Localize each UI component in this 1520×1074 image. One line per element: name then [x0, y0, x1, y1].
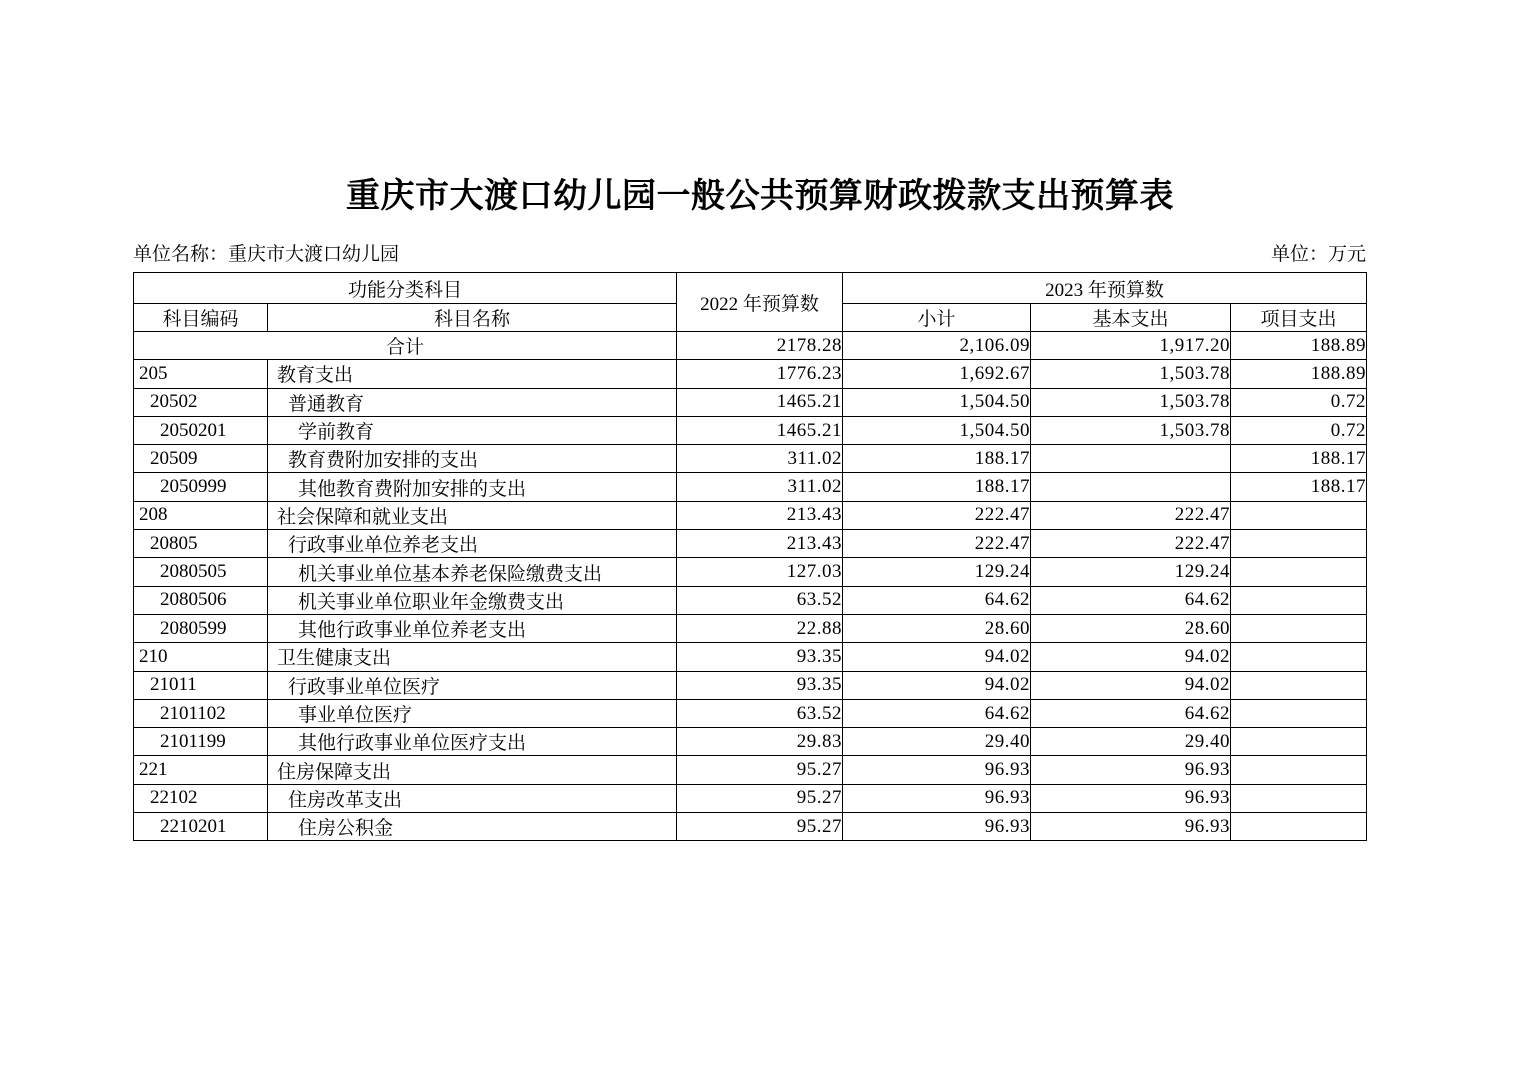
- budget-2023-basic-value: [1031, 445, 1231, 473]
- budget-row: [134, 614, 1367, 642]
- header-row-1: [134, 273, 1367, 304]
- subject-name: 其他行政事业单位医疗支出: [268, 728, 677, 756]
- budget-2023-subtotal-value: 64.62: [843, 699, 1031, 727]
- budget-2023-project-value: [1231, 699, 1367, 727]
- budget-2022-value: 311.02: [677, 445, 843, 473]
- budget-row: [134, 643, 1367, 671]
- budget-table: [133, 272, 1367, 841]
- subject-name: 其他教育费附加安排的支出: [268, 473, 677, 501]
- budget-2023-basic-value: 64.62: [1031, 699, 1231, 727]
- subject-code: 2101102: [134, 699, 268, 727]
- budget-2023-subtotal-value: 28.60: [843, 614, 1031, 642]
- budget-row: [134, 586, 1367, 614]
- budget-row: [134, 530, 1367, 558]
- budget-2023-basic-value: 28.60: [1031, 614, 1231, 642]
- budget-row: [134, 728, 1367, 756]
- subject-name: 行政事业单位医疗: [268, 671, 677, 699]
- budget-row: [134, 699, 1367, 727]
- budget-2023-project-value: 188.17: [1231, 445, 1367, 473]
- budget-2023-project-value: [1231, 501, 1367, 529]
- budget-2022-value: 22.88: [677, 614, 843, 642]
- budget-2023-subtotal-value: 188.17: [843, 473, 1031, 501]
- subject-name: 教育支出: [268, 360, 677, 388]
- budget-2023-basic-value: 129.24: [1031, 558, 1231, 586]
- budget-2023-basic-value: [1031, 473, 1231, 501]
- budget-row: [134, 813, 1367, 841]
- budget-2023-subtotal-value: 29.40: [843, 728, 1031, 756]
- header-subject-name: 科目名称: [268, 304, 677, 332]
- subject-code: 22102: [134, 784, 268, 812]
- budget-2022-value: 95.27: [677, 784, 843, 812]
- budget-2022-value: 1465.21: [677, 388, 843, 416]
- budget-row: [134, 388, 1367, 416]
- subject-name: 卫生健康支出: [268, 643, 677, 671]
- budget-2022-value: 1465.21: [677, 416, 843, 444]
- budget-2022-value: 1776.23: [677, 360, 843, 388]
- budget-2023-subtotal-value: 96.93: [843, 756, 1031, 784]
- budget-2023-subtotal-value: 64.62: [843, 586, 1031, 614]
- header-2023-budget: 2023 年预算数: [843, 273, 1367, 304]
- budget-2023-basic-value: 1,503.78: [1031, 388, 1231, 416]
- subject-code: 20509: [134, 445, 268, 473]
- subject-code: 20805: [134, 530, 268, 558]
- budget-2023-basic-value: 96.93: [1031, 784, 1231, 812]
- budget-2023-project-value: [1231, 530, 1367, 558]
- budget-2023-project-value: 0.72: [1231, 416, 1367, 444]
- budget-2023-basic-value: 1,503.78: [1031, 360, 1231, 388]
- subject-code: 2101199: [134, 728, 268, 756]
- subject-code: 21011: [134, 671, 268, 699]
- budget-2022-value: 93.35: [677, 643, 843, 671]
- budget-2023-basic-value: 1,503.78: [1031, 416, 1231, 444]
- subject-name: 事业单位医疗: [268, 699, 677, 727]
- subject-code: 2080599: [134, 614, 268, 642]
- budget-2023-project-value: [1231, 558, 1367, 586]
- subject-code: 2080506: [134, 586, 268, 614]
- subject-code: 208: [134, 501, 268, 529]
- budget-2023-basic-value: 94.02: [1031, 671, 1231, 699]
- budget-2022-value: 93.35: [677, 671, 843, 699]
- budget-2022-value: 95.27: [677, 813, 843, 841]
- subject-code: 2210201: [134, 813, 268, 841]
- budget-2023-project-value: [1231, 614, 1367, 642]
- budget-2023-subtotal-value: 1,504.50: [843, 416, 1031, 444]
- header-subject-code: 科目编码: [134, 304, 268, 332]
- subject-name: 住房改革支出: [268, 784, 677, 812]
- budget-2023-subtotal-value: 96.93: [843, 784, 1031, 812]
- total-label: 合计: [134, 332, 677, 360]
- budget-2022-value: 63.52: [677, 586, 843, 614]
- budget-2023-subtotal-value: 1,504.50: [843, 388, 1031, 416]
- header-subtotal: 小计: [843, 304, 1031, 332]
- budget-2023-subtotal-value: 129.24: [843, 558, 1031, 586]
- subject-name: 其他行政事业单位养老支出: [268, 614, 677, 642]
- subject-name: 行政事业单位养老支出: [268, 530, 677, 558]
- budget-2023-project-value: 188.17: [1231, 473, 1367, 501]
- budget-2022-value: 63.52: [677, 699, 843, 727]
- subject-name: 普通教育: [268, 388, 677, 416]
- budget-row: [134, 360, 1367, 388]
- budget-2023-project-value: [1231, 728, 1367, 756]
- budget-2023-project-value: [1231, 784, 1367, 812]
- page-title: 重庆市大渡口幼儿园一般公共预算财政拨款支出预算表: [346, 178, 1174, 215]
- budget-2022-value: 127.03: [677, 558, 843, 586]
- budget-2023-basic-value: 222.47: [1031, 501, 1231, 529]
- budget-2023-project-value: [1231, 586, 1367, 614]
- subject-name: 机关事业单位基本养老保险缴费支出: [268, 558, 677, 586]
- budget-2023-subtotal-value: 188.17: [843, 445, 1031, 473]
- subject-code: 221: [134, 756, 268, 784]
- budget-2023-project-value: [1231, 756, 1367, 784]
- header-functional-classification: 功能分类科目: [134, 273, 677, 304]
- budget-2023-subtotal-value: 94.02: [843, 643, 1031, 671]
- budget-row: [134, 784, 1367, 812]
- budget-2023-project-value: [1231, 643, 1367, 671]
- unit-of-measure-label: 单位：万元: [1270, 244, 1366, 265]
- unit-name-label: 单位名称：重庆市大渡口幼儿园: [133, 244, 400, 265]
- subject-name: 社会保障和就业支出: [268, 501, 677, 529]
- budget-2023-subtotal-value: 94.02: [843, 671, 1031, 699]
- budget-2023-project-value: 0.72: [1231, 388, 1367, 416]
- subject-code: 2080505: [134, 558, 268, 586]
- budget-2023-project-value: [1231, 671, 1367, 699]
- subject-code: 2050999: [134, 473, 268, 501]
- subject-name: 学前教育: [268, 416, 677, 444]
- budget-row: [134, 416, 1367, 444]
- total-2023-subtotal: 2,106.09: [843, 332, 1031, 360]
- subject-name: 机关事业单位职业年金缴费支出: [268, 586, 677, 614]
- subject-code: 20502: [134, 388, 268, 416]
- budget-2022-value: 213.43: [677, 530, 843, 558]
- budget-2023-subtotal-value: 222.47: [843, 501, 1031, 529]
- budget-2022-value: 29.83: [677, 728, 843, 756]
- meta-row: [133, 242, 1366, 268]
- budget-2023-basic-value: 64.62: [1031, 586, 1231, 614]
- budget-2023-subtotal-value: 222.47: [843, 530, 1031, 558]
- subject-name: 教育费附加安排的支出: [268, 445, 677, 473]
- budget-2023-basic-value: 94.02: [1031, 643, 1231, 671]
- budget-2023-project-value: [1231, 813, 1367, 841]
- subject-code: 2050201: [134, 416, 268, 444]
- budget-2023-basic-value: 29.40: [1031, 728, 1231, 756]
- budget-2023-basic-value: 96.93: [1031, 813, 1231, 841]
- header-project-expenditure: 项目支出: [1231, 304, 1367, 332]
- budget-row: [134, 756, 1367, 784]
- budget-row: [134, 501, 1367, 529]
- subject-code: 210: [134, 643, 268, 671]
- total-row: [134, 332, 1367, 360]
- budget-2022-value: 213.43: [677, 501, 843, 529]
- budget-2023-project-value: 188.89: [1231, 360, 1367, 388]
- budget-row: [134, 473, 1367, 501]
- budget-2023-subtotal-value: 1,692.67: [843, 360, 1031, 388]
- budget-2023-basic-value: 222.47: [1031, 530, 1231, 558]
- subject-code: 205: [134, 360, 268, 388]
- total-2023-project: 188.89: [1231, 332, 1367, 360]
- header-basic-expenditure: 基本支出: [1031, 304, 1231, 332]
- budget-2023-basic-value: 96.93: [1031, 756, 1231, 784]
- subject-name: 住房公积金: [268, 813, 677, 841]
- total-2023-basic: 1,917.20: [1031, 332, 1231, 360]
- budget-2023-subtotal-value: 96.93: [843, 813, 1031, 841]
- budget-2022-value: 95.27: [677, 756, 843, 784]
- subject-name: 住房保障支出: [268, 756, 677, 784]
- budget-table-body: [134, 332, 1367, 841]
- budget-row: [134, 671, 1367, 699]
- total-2022: 2178.28: [677, 332, 843, 360]
- budget-row: [134, 445, 1367, 473]
- budget-2022-value: 311.02: [677, 473, 843, 501]
- header-2022-budget: 2022 年预算数: [677, 273, 843, 332]
- budget-table-header: [134, 273, 1367, 332]
- budget-row: [134, 558, 1367, 586]
